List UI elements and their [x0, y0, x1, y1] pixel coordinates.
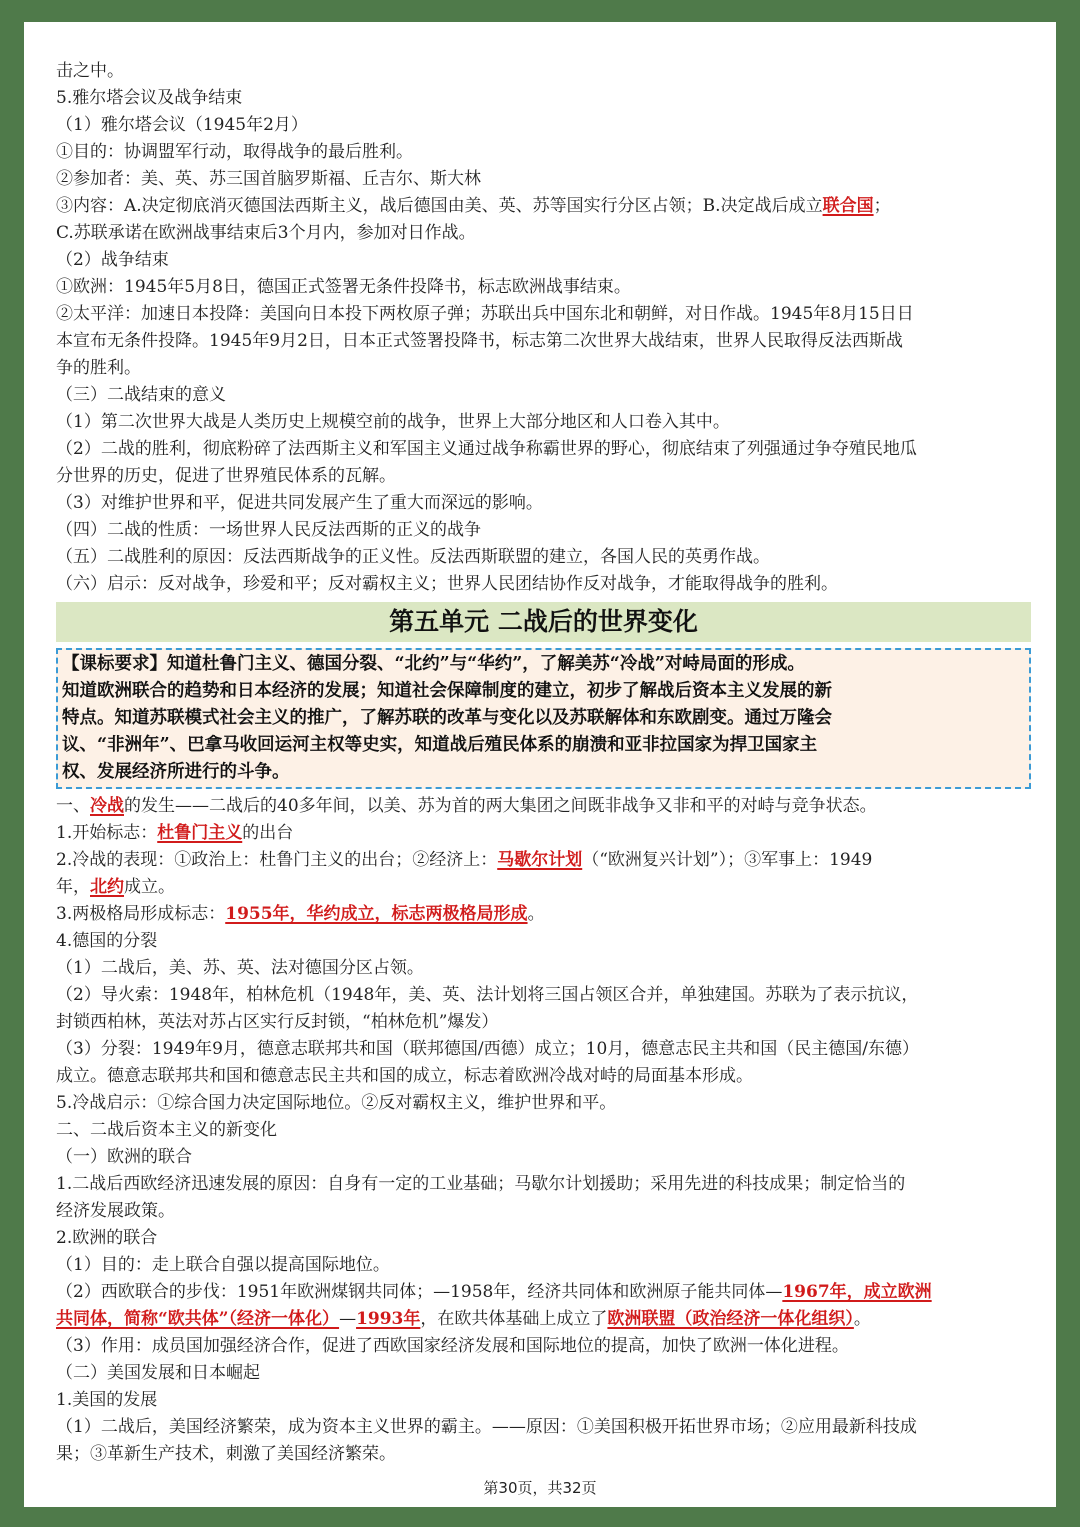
text-line: [56, 193, 1031, 220]
highlight-ec-1967: 1967年，成立欧洲: [782, 1282, 932, 1302]
requirement-line: 【课标要求】知道杜鲁门主义、德国分裂、“北约”与“华约”，了解美苏“冷战”对峙局面的形成。: [62, 654, 805, 674]
text-line: 1.二战后西欧经济迅速发展的原因：自身有一定的工业基础；马歇尔计划援助；采用先进的科技成果；制定恰当的: [56, 1174, 906, 1194]
text-line: ①目的：协调盟军行动，取得战争的最后胜利。: [56, 142, 413, 162]
text-span: 。: [527, 904, 545, 924]
section-heading: 1.美国的发展: [56, 1390, 158, 1410]
text-span: ③内容：A.决定彻底消灭德国法西斯主义，战后德国由美、英、苏等国实行分区占领；B.决定战后成立: [56, 196, 823, 216]
text-line: （2）导火索：1948年，柏林危机（1948年，美、英、法计划将三国占领区合并，单独建国。苏联为了表示抗议，: [56, 985, 919, 1005]
section-heading: 二、二战后资本主义的新变化: [56, 1120, 277, 1140]
text-line: 本宣布无条件投降。1945年9月2日，日本正式签署投降书，标志第二次世界大战结束，世界人民取得反法西斯战: [56, 331, 903, 351]
text-line: [56, 847, 1031, 874]
highlight-united-nations: 联合国: [822, 196, 874, 216]
text-line: 分世界的历史，促进了世界殖民体系的瓦解。: [56, 466, 396, 486]
text-line: ①欧洲：1945年5月8日，德国正式签署无条件投降书，标志欧洲战事结束。: [56, 277, 631, 297]
text-line: C.苏联承诺在欧洲战事结束后3个月内，参加对日作战。: [56, 223, 476, 243]
curriculum-requirements-box: [56, 648, 1031, 789]
text-span: （“欧洲复兴计划”）；③军事上：1949: [582, 850, 873, 870]
section-heading: 2.欧洲的联合: [56, 1228, 158, 1248]
text-span: 。: [853, 1309, 871, 1329]
text-line: [56, 820, 1031, 847]
text-line: （六）启示：反对战争，珍爱和平；反对霸权主义；世界人民团结协作反对战争，才能取得战争的胜利。: [56, 574, 838, 594]
text-span: 年，: [56, 877, 90, 897]
text-line: （2）战争结束: [56, 250, 169, 270]
highlight-marshall-plan: 马歇尔计划: [497, 850, 583, 870]
highlight-ec-name: 共同体，简称“欧共体”（经济一体化）: [56, 1309, 340, 1329]
text-line: （3）作用：成员国加强经济合作，促进了西欧国家经济发展和国际地位的提高，加快了欧洲一体化进程。: [56, 1336, 849, 1356]
text-span: 成立。: [124, 877, 175, 897]
text-line: （1）第二次世界大战是人类历史上规模空前的战争，世界上大部分地区和人口卷入其中。: [56, 412, 730, 432]
text-line: （2）二战的胜利，彻底粉碎了法西斯主义和军国主义通过战争称霸世界的野心，彻底结束了列强通过争夺殖民地瓜: [56, 439, 917, 459]
section-heading: （二）美国发展和日本崛起: [56, 1363, 260, 1383]
text-line: 击之中。: [56, 61, 124, 81]
text-line: [56, 1279, 1031, 1306]
text-line: （1）二战后，美、苏、英、法对德国分区占领。: [56, 958, 424, 978]
highlight-eu: 欧洲联盟（政治经济一体化组织）: [607, 1309, 854, 1329]
document-page: [24, 22, 1056, 1507]
text-line: [56, 874, 1031, 901]
requirement-line: 权、发展经济所进行的斗争。: [62, 762, 290, 782]
text-line: （3）分裂：1949年9月，德意志联邦共和国（联邦德国/西德）成立；10月，德意志民主共和国（民主德国/东德）: [56, 1039, 919, 1059]
text-line: ②参加者：美、英、苏三国首脑罗斯福、丘吉尔、斯大林: [56, 169, 481, 189]
highlight-bipolar: 1955年，华约成立，标志两极格局形成: [225, 904, 528, 924]
highlight-nato: 北约: [90, 877, 124, 897]
text-line: （1）目的：走上联合自强以提高国际地位。: [56, 1255, 390, 1275]
text-span: 1.开始标志：: [56, 823, 158, 843]
text-line: （四）二战的性质：一场世界人民反法西斯的正义的战争: [56, 520, 481, 540]
section-heading: （一）欧洲的联合: [56, 1147, 192, 1167]
text-line: （1）二战后，美国经济繁荣，成为资本主义世界的霸主。——原因：①美国积极开拓世界市场；②应用最新科技成: [56, 1417, 917, 1437]
text-span: 的出台: [242, 823, 294, 843]
text-line: [56, 901, 1031, 928]
highlight-1993: 1993年: [356, 1309, 421, 1329]
highlight-cold-war: 冷战: [90, 796, 124, 816]
text-line: 封锁西柏林，英法对苏占区实行反封锁，“柏林危机”爆发）: [56, 1012, 499, 1032]
section-heading: 4.德国的分裂: [56, 931, 158, 951]
text-line: 5.冷战启示：①综合国力决定国际地位。②反对霸权主义，维护世界和平。: [56, 1093, 617, 1113]
text-line: 成立。德意志联邦共和国和德意志民主共和国的成立，标志着欧洲冷战对峙的局面基本形成。: [56, 1066, 753, 1086]
text-line: （3）对维护世界和平，促进共同发展产生了重大而深远的影响。: [56, 493, 543, 513]
text-span: 的发生——二战后的40多年间，以美、苏为首的两大集团之间既非战争又非和平的对峙与竞争状态。: [124, 796, 877, 816]
text-span: 3.两极格局形成标志：: [56, 904, 226, 924]
text-line: 果；③革新生产技术，刺激了美国经济繁荣。: [56, 1444, 396, 1464]
text-span: —: [339, 1309, 357, 1329]
text-span: 一、: [56, 796, 90, 816]
text-line: 经济发展政策。: [56, 1201, 175, 1221]
page-content: [56, 58, 1031, 1468]
requirement-line: 特点。知道苏联模式社会主义的推广，了解苏联的改革与变化以及苏联解体和东欧剧变。通过万隆会: [62, 708, 832, 728]
text-span: ；: [873, 196, 891, 216]
requirement-line: 知道欧洲联合的趋势和日本经济的发展；知道社会保障制度的建立，初步了解战后资本主义发展的新: [62, 681, 832, 701]
text-line: ②太平洋：加速日本投降：美国向日本投下两枚原子弹；苏联出兵中国东北和朝鲜，对日作战。1945年8月15日日: [56, 304, 914, 324]
text-span: （2）西欧联合的步伐：1951年欧洲煤钢共同体；—1958年，经济共同体和欧洲原子能共同体—: [56, 1282, 783, 1302]
page-number: 第30页，共32页: [483, 1479, 597, 1497]
text-line: （1）雅尔塔会议（1945年2月）: [56, 115, 308, 135]
text-line: 争的胜利。: [56, 358, 141, 378]
unit-title-banner: 第五单元 二战后的世界变化: [56, 602, 1031, 642]
text-line: [56, 1306, 1031, 1333]
section-heading: 5.雅尔塔会议及战争结束: [56, 88, 243, 108]
section-heading: [56, 793, 1031, 820]
section-heading: （三）二战结束的意义: [56, 385, 226, 405]
text-span: ，在欧共体基础上成立了: [420, 1309, 608, 1329]
highlight-truman-doctrine: 杜鲁门主义: [157, 823, 243, 843]
text-line: （五）二战胜利的原因：反法西斯战争的正义性。反法西斯联盟的建立，各国人民的英勇作战。: [56, 547, 770, 567]
requirement-line: 议、“非洲年”、巴拿马收回运河主权等史实，知道战后殖民体系的崩溃和亚非拉国家为捍卫国家主: [62, 735, 818, 755]
text-span: 2.冷战的表现：①政治上：杜鲁门主义的出台；②经济上：: [56, 850, 498, 870]
